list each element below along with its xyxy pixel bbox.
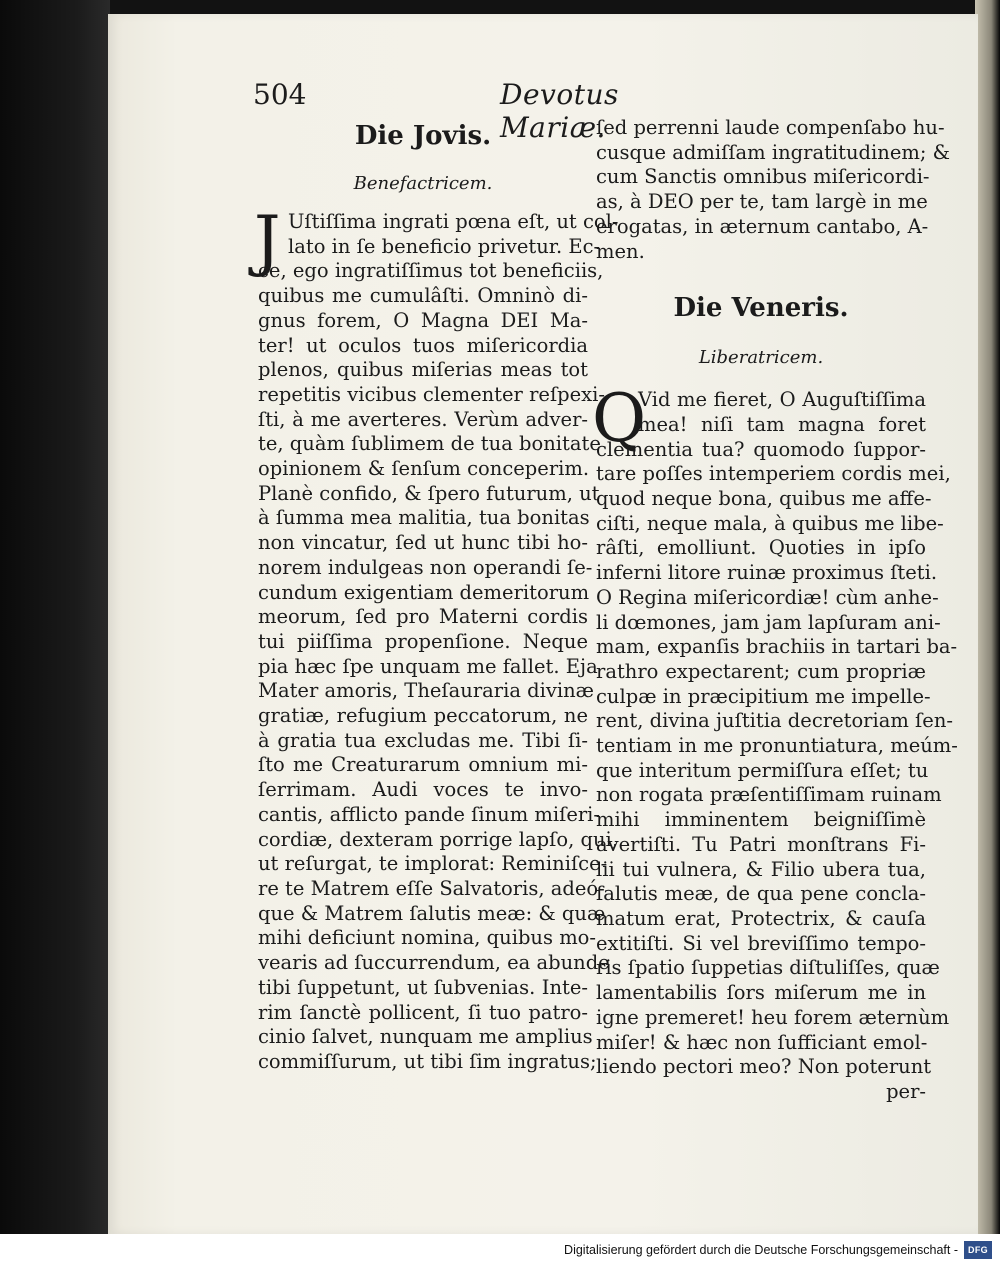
text-line: gnus forem, O Magna DEI Ma- bbox=[258, 308, 588, 332]
text-line: extitiſti. Si vel breviſſimo tempo- bbox=[596, 931, 926, 955]
dfg-logo: DFG bbox=[964, 1241, 992, 1259]
text-line: mihi deficiunt nomina, quibus mo- bbox=[258, 926, 597, 950]
text-line: lamentabilis ſors miſerum me in bbox=[596, 981, 926, 1005]
text-line: igne premeret! heu forem æternùm bbox=[596, 1005, 950, 1029]
text-line: ſed perrenni laude compenſabo hu- bbox=[596, 116, 945, 139]
text-line: ſerrimam. Audi voces te invo- bbox=[258, 778, 588, 802]
text-line: avertiſti. Tu Patri monſtrans Fi- bbox=[596, 832, 926, 856]
scan-background-right bbox=[975, 0, 1000, 1264]
text-line: ſalutis meæ, de qua pene concla- bbox=[596, 882, 926, 906]
text-line: non rogata præſentiſſimam ruinam bbox=[596, 783, 942, 807]
text-line: lato in ſe beneficio privetur. Ec- bbox=[288, 234, 601, 258]
subheading-liberatricem: Liberatricem. bbox=[698, 347, 824, 369]
text-line: norem indulgeas non operandi ſe- bbox=[258, 555, 593, 579]
footer-bar bbox=[0, 1234, 1000, 1264]
digitization-credit: Digitalisierung gefördert durch die Deutsche Forschungsgemeinschaft - bbox=[564, 1243, 958, 1257]
text-line: O Regina miſericordiæ! cùm anhe- bbox=[596, 585, 939, 609]
text-line: ſti, à me averteres. Verùm adver- bbox=[258, 407, 588, 431]
prayer-text-veneris bbox=[592, 380, 958, 1104]
text-line: ter! ut oculos tuos miſericordia bbox=[258, 333, 588, 357]
text-line: opinionem & ſenſum conceperim. bbox=[258, 457, 590, 481]
text-line: matum erat, Protectrix, & cauſa bbox=[596, 906, 926, 930]
text-line: cusque admiſſam ingratitudinem; & bbox=[596, 140, 950, 164]
text-line: quibus me cumulâſti. Omninò di- bbox=[258, 284, 588, 308]
text-line: non vincatur, ſed ut hunc tibi ho- bbox=[258, 531, 588, 555]
text-line: culpæ in præcipitium me impelle- bbox=[596, 684, 931, 708]
text-line: liendo pectori meo? Non poterunt bbox=[596, 1055, 932, 1079]
text-line: men. bbox=[596, 239, 645, 263]
scan-background-left bbox=[0, 0, 110, 1264]
text-line: clementia tua? quomodo ſuppor- bbox=[596, 437, 926, 461]
text-line: tentiam in me pronuntiatura, meúm- bbox=[596, 734, 958, 758]
text-line: plenos, quibus miſerias meas tot bbox=[258, 358, 588, 382]
text-line: Mater amoris, Theſauraria divinæ bbox=[258, 679, 595, 703]
left-column bbox=[254, 116, 619, 1075]
right-column bbox=[592, 116, 958, 1105]
text-line: re te Matrem eſſe Salvatoris, adeó- bbox=[258, 876, 605, 900]
text-line: que & Matrem ſalutis meæ: & quæ bbox=[258, 901, 606, 925]
catchword: per- bbox=[886, 1079, 926, 1103]
text-line: cordiæ, dexteram porrige lapſo, qui, bbox=[258, 827, 618, 851]
text-line: Planè confido, & ſpero futurum, ut bbox=[258, 481, 600, 505]
running-title: Devotus Mariæ. bbox=[500, 78, 619, 144]
text-line: commiſſurum, ut tibi ſim ingratus; bbox=[258, 1049, 597, 1073]
text-line: rathro expectarent; cum propriæ bbox=[596, 659, 926, 683]
text-line: cinio ſalvet, nunquam me amplius bbox=[258, 1025, 593, 1049]
text-line: mam, expanſis brachiis in tartari ba- bbox=[596, 635, 958, 659]
page-number: 504 bbox=[253, 78, 307, 111]
heading-die-jovis: Die Jovis. bbox=[354, 121, 492, 151]
subheading-benefactricem: Benefactricem. bbox=[353, 173, 493, 194]
text-line: miſer! & hæc non ſufficiant emol- bbox=[596, 1030, 928, 1054]
text-line: gratiæ, refugium peccatorum, ne bbox=[258, 704, 588, 728]
text-line: li dœmones, jam jam lapſuram ani- bbox=[596, 610, 941, 634]
text-line: tui piiſſima propenſione. Neque bbox=[258, 629, 588, 653]
text-line: mihi imminentem beigniſſimè bbox=[596, 808, 926, 832]
text-line: inferni litore ruinæ proximus ſteti. bbox=[596, 561, 938, 585]
text-line: vearis ad ſuccurrendum, ea abunde bbox=[258, 951, 610, 975]
text-line: rim ſanctè pollicent, ſi tuo patro- bbox=[258, 1000, 588, 1024]
text-line: à ſumma mea malitia, tua bonitas bbox=[258, 506, 590, 530]
text-line: meorum, ſed pro Materni cordis bbox=[258, 605, 588, 629]
text-line: râſti, emolliunt. Quoties in ipſo bbox=[596, 536, 926, 560]
text-line: ris ſpatio ſuppetias diſtuliſſes, quæ bbox=[596, 956, 940, 980]
text-line: tare poſſes intemperiem cordis mei, bbox=[596, 462, 951, 486]
text-line: rent, divina juſtitia decretoriam ſen- bbox=[596, 709, 953, 733]
text-line: mea! niſi tam magna foret bbox=[638, 412, 926, 436]
text-line: ce, ego ingratiſſimus tot beneficiis, bbox=[258, 259, 604, 283]
text-line: cum Sanctis omnibus miſericordi- bbox=[596, 165, 930, 189]
text-line: quod neque bona, quibus me affe- bbox=[596, 487, 932, 511]
prayer-text-jovis-continued bbox=[596, 116, 950, 264]
text-line: as, à DEO per te, tam largè in me bbox=[596, 190, 928, 214]
text-line: Uſtiſſima ingrati pœna eſt, ut col- bbox=[288, 210, 619, 233]
text-line: cundum exigentiam demeritorum bbox=[258, 580, 590, 604]
text-line: ut reſurgat, te implorat: Reminiſce- bbox=[258, 852, 608, 876]
drop-cap-j: J bbox=[254, 202, 281, 279]
prayer-text-jovis bbox=[254, 202, 619, 1075]
text-line: erogatas, in æternum cantabo, A- bbox=[596, 214, 929, 238]
text-line: te, quàm ſublimem de tua bonitate bbox=[258, 432, 601, 456]
text-line: lii tui vulnera, & Filio ubera tua, bbox=[596, 857, 926, 881]
text-line: à gratia tua excludas me. Tibi ſi- bbox=[258, 728, 588, 752]
text-line: ciſti, neque mala, à quibus me libe- bbox=[596, 511, 944, 535]
text-line: tibi ſuppetunt, ut ſubvenias. Inte- bbox=[258, 975, 588, 999]
drop-cap-q: Q bbox=[592, 380, 647, 458]
heading-die-veneris: Die Veneris. bbox=[673, 293, 849, 324]
text-line: repetitis vicibus clementer reſpexi- bbox=[258, 382, 606, 406]
text-line: ſto me Creaturarum omnium mi- bbox=[258, 753, 588, 777]
text-line: Vid me fieret, O Auguſtiſſima bbox=[638, 388, 926, 412]
text-line: cantis, afflicto pande ſinum miſeri- bbox=[258, 802, 601, 826]
text-line: que interitum permiſſura eſſet; tu bbox=[596, 758, 929, 782]
text-line: pia hæc ſpe unquam me fallet. Eja bbox=[258, 654, 598, 678]
